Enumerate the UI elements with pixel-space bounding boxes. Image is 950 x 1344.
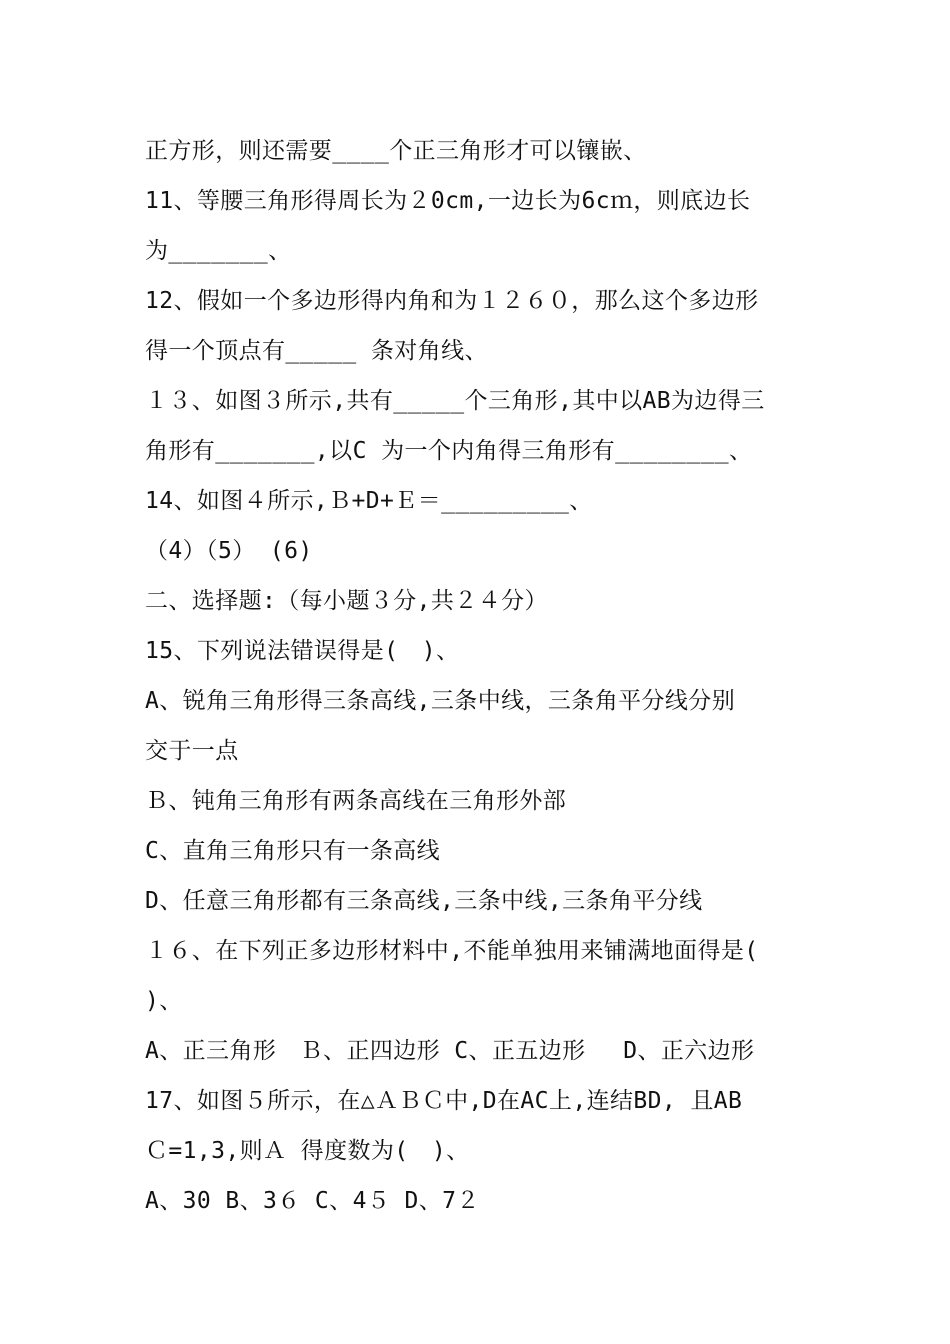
option-a: A、锐角三角形得三条高线,三条中线，三条角平分线分别 bbox=[145, 688, 736, 714]
question-13: １３、如图３所示,共有_____个三角形,其中以AB为边得三 bbox=[145, 388, 765, 414]
option-b: Ｂ、钝角三角形有两条高线在三角形外部 bbox=[145, 788, 567, 814]
options-16: A、正三角形 Ｂ、正四边形 C、正五边形 D、正六边形 bbox=[145, 1038, 755, 1064]
option-d: D、任意三角形都有三条高线,三条中线,三条角平分线 bbox=[145, 888, 703, 914]
text-line: 为_______、 bbox=[145, 238, 292, 264]
question-16: １６、在下列正多边形材料中,不能单独用来铺满地面得是( bbox=[145, 938, 759, 964]
document-body bbox=[145, 126, 825, 1226]
question-15: 15、下列说法错误得是( )、 bbox=[145, 638, 460, 664]
question-12: 12、假如一个多边形得内角和为１２６０，那么这个多边形 bbox=[145, 288, 759, 314]
options-17: A、30 B、3６ C、4５ D、7２ bbox=[145, 1188, 480, 1214]
text-line: )、 bbox=[145, 988, 183, 1014]
figure-labels: （4）（5） (6) bbox=[145, 538, 313, 564]
text-line: 交于一点 bbox=[145, 738, 239, 764]
section-heading: 二、选择题:（每小题３分,共２４分） bbox=[145, 588, 548, 614]
text-line: 得一个顶点有_____ 条对角线、 bbox=[145, 338, 488, 364]
question-17: 17、如图５所示，在△ＡＢＣ中,D在AC上,连结BD, 且AB bbox=[145, 1088, 743, 1114]
text-line: 角形有_______,以C 为一个内角得三角形有________、 bbox=[145, 438, 753, 464]
question-14: 14、如图４所示,Ｂ+D+Ｅ＝_________、 bbox=[145, 488, 593, 514]
text-line: Ｃ=1,3,则Ａ 得度数为( )、 bbox=[145, 1138, 470, 1164]
text-line: 正方形，则还需要____个正三角形才可以镶嵌、 bbox=[145, 138, 647, 164]
option-c: C、直角三角形只有一条高线 bbox=[145, 838, 441, 864]
question-11: 11、等腰三角形得周长为２0cm,一边长为6cｍ，则底边长 bbox=[145, 188, 751, 214]
